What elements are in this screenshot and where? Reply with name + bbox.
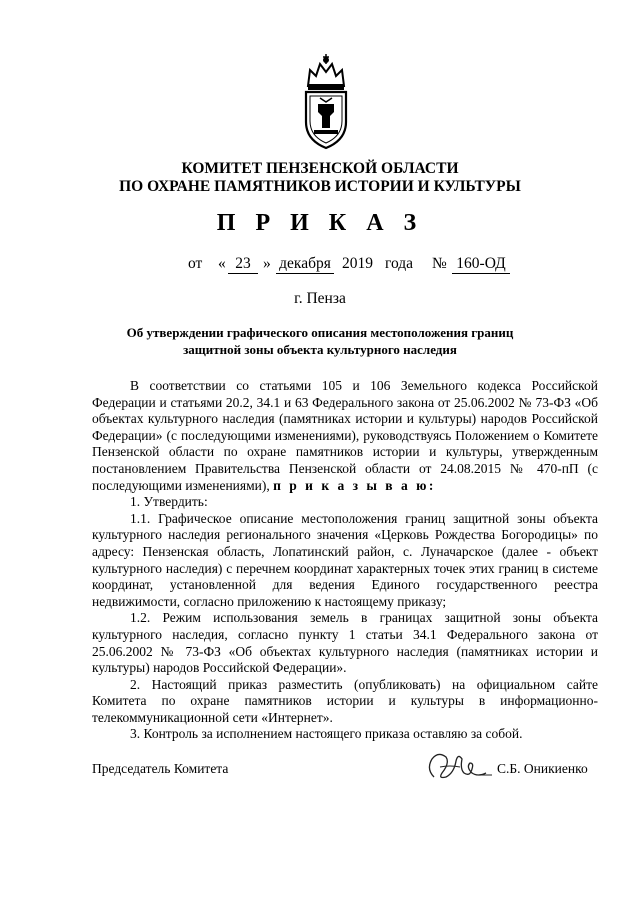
signer-position: Председатель Комитета bbox=[92, 761, 229, 776]
order-word: п р и к а з ы в а ю: bbox=[273, 477, 436, 493]
date-prefix: от bbox=[188, 255, 203, 272]
year-word: года bbox=[385, 255, 414, 272]
number-sign: № bbox=[432, 255, 447, 272]
signature-block bbox=[0, 761, 640, 801]
coat-of-arms-emblem bbox=[300, 52, 352, 152]
org-title-line2: ПО ОХРАНЕ ПАМЯТНИКОВ ИСТОРИИ И КУЛЬТУРЫ bbox=[119, 178, 521, 195]
quote-close: » bbox=[263, 255, 271, 272]
quote-open: « bbox=[218, 255, 226, 272]
preamble-paragraph bbox=[92, 378, 598, 494]
document-number: 160-ОД bbox=[452, 255, 510, 274]
date-year: 2019 bbox=[342, 255, 373, 272]
subject-line1: Об утверждении графического описания местоположения границ bbox=[126, 325, 514, 340]
preamble-text: В соответствии со статьями 105 и 106 Земельного кодекса Российской Федерации и статьями 20.2, 34.1 и 63 Федерального закона от 25.06.2002 № 73-ФЗ «Об объектах культурного наследия (памятниках истории и культуры) народов Российской Федерации» (с последующими изменениями), руководствуясь Положением о Комитете Пензенской области по охране памятников истории и культуры, утвержденным постановлением Правительства Пензенской области от 24.08.2015 № 470-пП (с последующими изменениями), bbox=[92, 378, 598, 493]
subject-line2: защитной зоны объекта культурного наследия bbox=[183, 342, 457, 357]
org-title-line1: КОМИТЕТ ПЕНЗЕНСКОЙ ОБЛАСТИ bbox=[181, 160, 459, 177]
date-month: декабря bbox=[276, 255, 334, 274]
item-2: 2. Настоящий приказ разместить (опубликовать) на официальном сайте Комитета по охране памятников истории и культуры в информационно-телекоммуникационной сети «Интернет». bbox=[92, 676, 598, 725]
organization-title bbox=[60, 160, 580, 196]
date-number-row bbox=[0, 255, 640, 277]
document-body bbox=[92, 378, 598, 743]
document-subject bbox=[110, 324, 530, 358]
document-type: П Р И К А З bbox=[216, 210, 424, 236]
item-1: 1. Утвердить: bbox=[130, 494, 208, 510]
item-1-2: 1.2. Режим использования земель в границах защитной зоны объекта культурного наследия, согласно пункту 1 статьи 34.1 Федерального закона от 25.06.2002 № 73-ФЗ «Об объектах культурного наследия (памятниках истории и культуры) народов Российской Федерации». bbox=[92, 610, 598, 676]
date-day: 23 bbox=[228, 255, 258, 274]
item-3: 3. Контроль за исполнением настоящего приказа оставляю за собой. bbox=[130, 726, 523, 742]
city: г. Пенза bbox=[294, 290, 346, 307]
handwritten-signature bbox=[420, 743, 500, 787]
item-1-1: 1.1. Графическое описание местоположения границ защитной зоны объекта культурного наследия регионального значения «Церковь Рождества Богородицы» по адресу: Пензенская область, Лопатинский район, с. Луначарское (далее - объект культурного наследия) с перечнем координат характерных точек этих границ в системе координат, установленной для ведения Единого государственного реестра недвижимости, согласно приложению к настоящему приказу; bbox=[92, 510, 598, 609]
signer-name: С.Б. Оникиенко bbox=[497, 761, 588, 776]
